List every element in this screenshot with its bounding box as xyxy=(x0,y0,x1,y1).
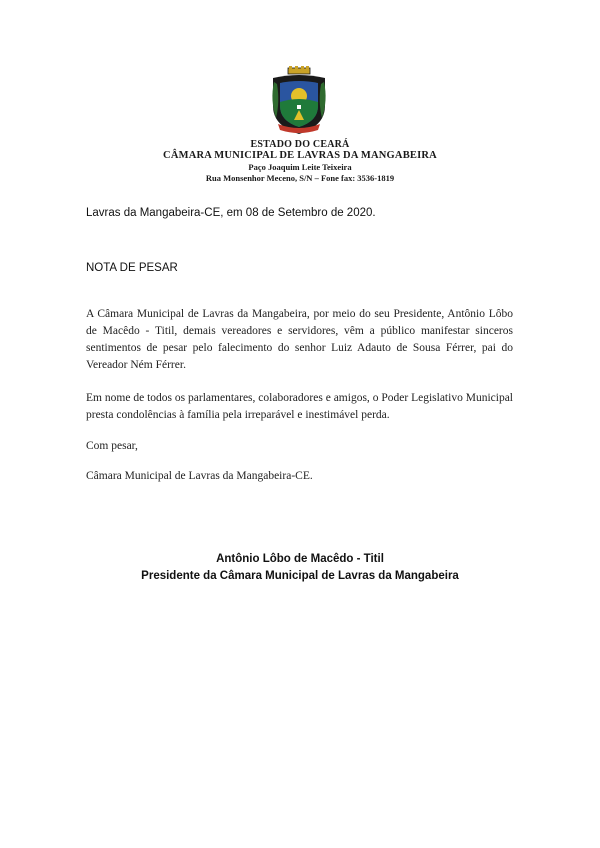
dateline: Lavras da Mangabeira-CE, em 08 de Setembro de 2020. xyxy=(86,207,376,219)
paragraph-announcement: A Câmara Municipal de Lavras da Mangabeira, por meio do seu Presidente, Antônio Lôbo de Macêdo - Titil, demais vereadores e servidores, vêm a público manifestar sinceros sentimentos de pesar pelo falecimento do senhor Luiz Adauto de Sousa Férrer, pai do Vereador Ném Férrer. xyxy=(86,308,513,371)
closing-signatory-institution: Câmara Municipal de Lavras da Mangabeira-CE. xyxy=(86,470,313,482)
header-state: ESTADO DO CEARÁ xyxy=(250,139,350,150)
paragraph-condolences: Em nome de todos os parlamentares, colaboradores e amigos, o Poder Legislativo Municipal presta condolências à família pela irreparável e inestimável perda. xyxy=(86,392,513,421)
header-address: Rua Monsenhor Meceno, S/N – Fone fax: 3536-1819 xyxy=(205,173,395,183)
header-palace: Paço Joaquim Leite Teixeira xyxy=(248,162,352,172)
header-council-name: CÂMARA MUNICIPAL DE LAVRAS DA MANGABEIRA xyxy=(163,150,437,161)
signature-title: Presidente da Câmara Municipal de Lavras da Mangabeira xyxy=(141,570,459,582)
signature-name: Antônio Lôbo de Macêdo - Titil xyxy=(216,553,384,565)
municipal-coat-of-arms-icon xyxy=(268,66,330,136)
document-title: NOTA DE PESAR xyxy=(86,262,178,274)
closing-salutation: Com pesar, xyxy=(86,440,138,452)
